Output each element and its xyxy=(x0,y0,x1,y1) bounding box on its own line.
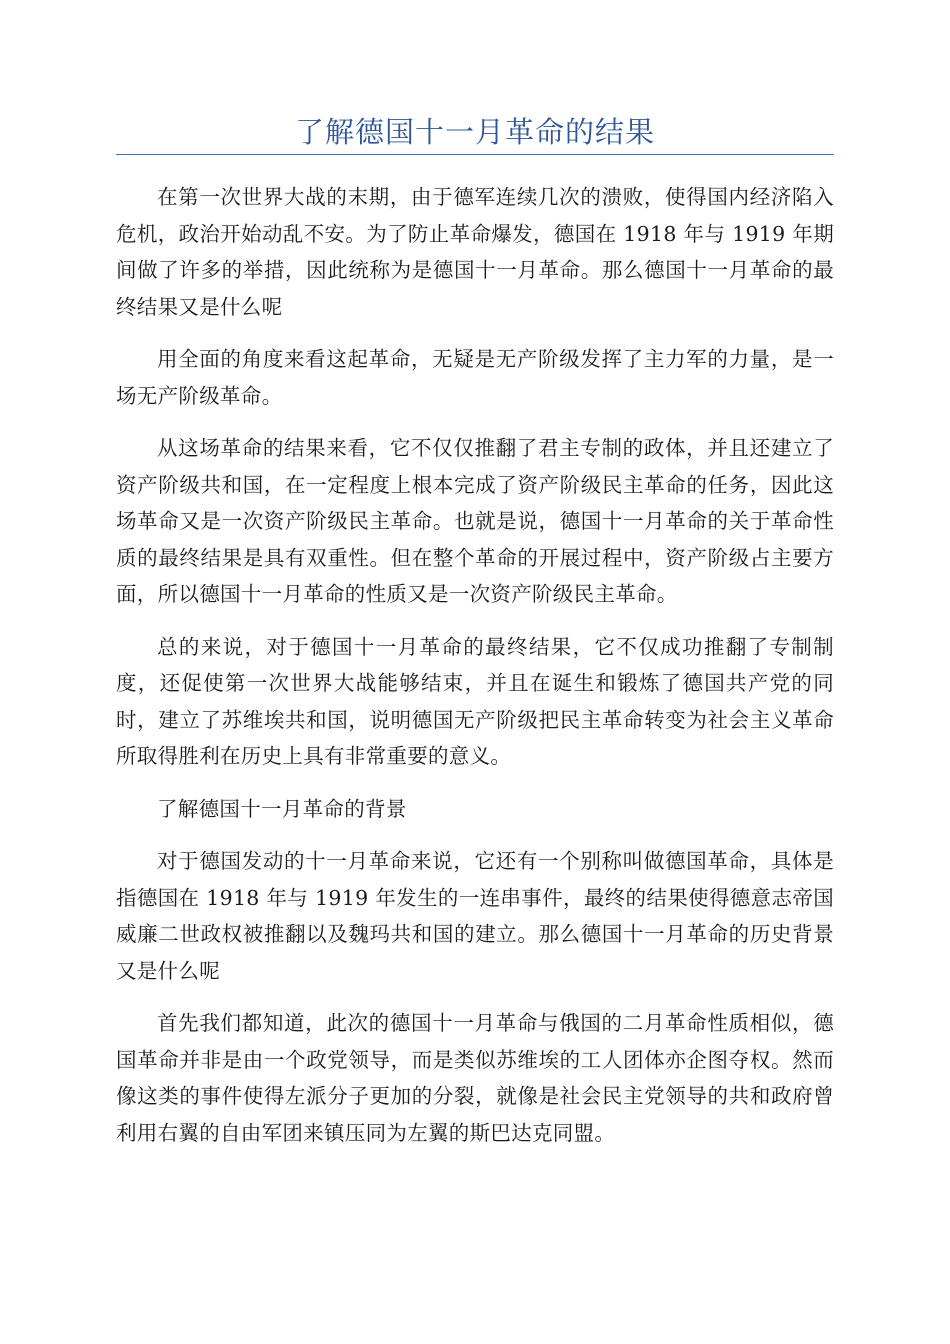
paragraph-6: 首先我们都知道，此次的德国十一月革命与俄国的二月革命性质相似，德国革命并非是由一个政党领导，而是类似苏维埃的工人团体亦企图夺权。然而像这类的事件使得左派分子更加的分裂，就像是社会民主党领导的共和政府曾利用右翼的自由军团来镇压同为左翼的斯巴达克同盟。 xyxy=(116,1011,834,1145)
section-heading-background: 了解德国十一月革命的背景 xyxy=(157,796,407,821)
document-title: 了解德国十一月革命的结果 xyxy=(294,115,655,149)
paragraph-4: 总的来说，对于德国十一月革命的最终结果，它不仅成功推翻了专制制度，还促使第一次世界大战能够结束，并且在诞生和锻炼了德国共产党的同时，建立了苏维埃共和国，说明德国无产阶级把民主革命转变为社会主义革命所取得胜利在历史上具有非常重要的意义。 xyxy=(116,634,834,768)
document-page xyxy=(116,0,834,1167)
document-body xyxy=(116,179,834,1151)
paragraph-1: 在第一次世界大战的末期，由于德军连续几次的溃败，使得国内经济陷入危机，政治开始动乱不安。为了防止革命爆发，德国在 1918 年与 1919 年期间做了许多的举措，因此统称为是德国十一月革命。那么德国十一月革命的最终结果又是什么呢 xyxy=(116,185,834,319)
title-underline xyxy=(116,154,834,155)
paragraph-3: 从这场革命的结果来看，它不仅仅推翻了君主专制的政体，并且还建立了资产阶级共和国，在一定程度上根本完成了资产阶级民主革命的任务，因此这场革命又是一次资产阶级民主革命。也就是说，德国十一月革命的关于革命性质的最终结果是具有双重性。但在整个革命的开展过程中，资产阶级占主要方面，所以德国十一月革命的性质又是一次资产阶级民主革命。 xyxy=(116,436,834,606)
paragraph-5: 对于德国发动的十一月革命来说，它还有一个别称叫做德国革命，具体是指德国在 1918 年与 1919 年发生的一连串事件，最终的结果使得德意志帝国威廉二世政权被推翻以及魏玛共和国的建立。那么德国十一月革命的历史背景又是什么呢 xyxy=(116,849,834,983)
paragraph-2: 用全面的角度来看这起革命，无疑是无产阶级发挥了主力军的力量，是一场无产阶级革命。 xyxy=(116,347,834,408)
